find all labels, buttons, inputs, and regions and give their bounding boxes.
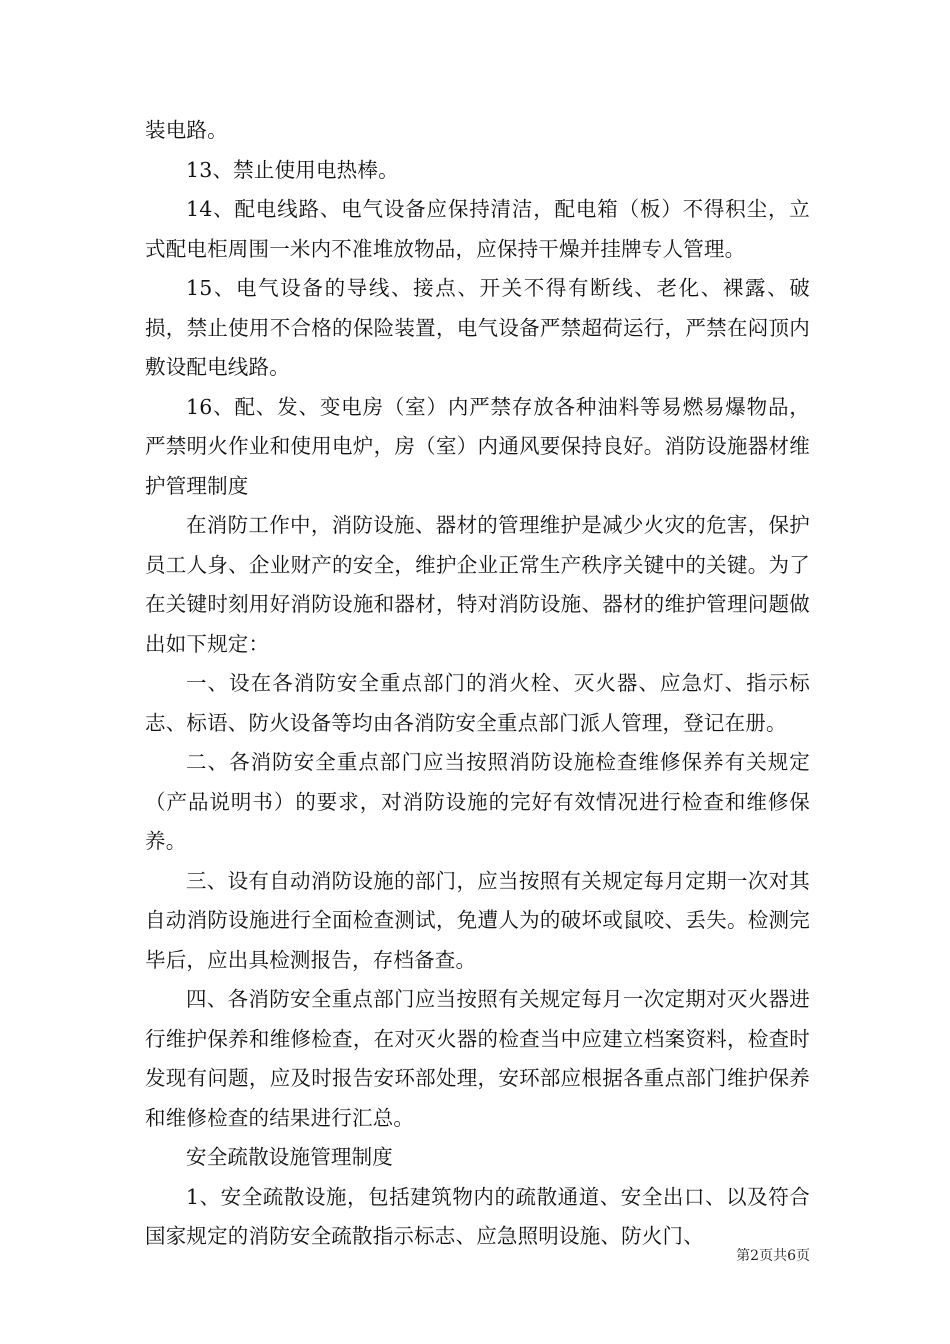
- paragraph-intro: 在消防工作中，消防设施、器材的管理维护是减少火灾的危害，保护员工人身、企业财产的安全，维护企业正常生产秩序关键中的关键。为了在关键时刻用好消防设施和器材，特对消防设施、器材的维护管理问题做出如下规定：: [145, 513, 810, 656]
- paragraph-clause-2: 二、各消防安全重点部门应当按照消防设施检查维修保养有关规定（产品说明书）的要求，对消防设施的完好有效情况进行检查和维修保养。: [145, 750, 810, 853]
- paragraph-rule-15: 15、电气设备的导线、接点、开关不得有断线、老化、裸露、破损，禁止使用不合格的保险装置，电气设备严禁超荷运行，严禁在闷顶内敷设配电线路。: [145, 276, 810, 379]
- document-body: [145, 111, 810, 1257]
- paragraph-clause-4: 四、各消防安全重点部门应当按照有关规定每月一次定期对灭火器进行维护保养和维修检查，在对灭火器的检查当中应建立档案资料，检查时发现有问题，应及时报告安环部处理，安环部应根据各重点部门维护保养和维修检查的结果进行汇总。: [145, 987, 810, 1130]
- page-number: 第2页共6页: [736, 1248, 810, 1264]
- paragraph-rule-13: 13、禁止使用电热棒。: [186, 157, 399, 182]
- paragraph-continuation: 装电路。: [145, 118, 228, 142]
- paragraph-rule-16: 16、配、发、变电房（室）内严禁存放各种油料等易燃易爆物品，严禁明火作业和使用电炉，房（室）内通风要保持良好。消防设施器材维护管理制度: [145, 394, 810, 498]
- paragraph-clause-1: 一、设在各消防安全重点部门的消火栓、灭火器、应急灯、指示标志、标语、防火设备等均由各消防安全重点部门派人管理，登记在册。: [145, 671, 810, 735]
- paragraph-evacuation-1: 1、安全疏散设施，包括建筑物内的疏散通道、安全出口、以及符合国家规定的消防安全疏散指示标志、应急照明设施、防火门、: [145, 1184, 810, 1248]
- paragraph-rule-14: 14、配电线路、电气设备应保持清洁，配电箱（板）不得积尘，立式配电柜周围一米内不准堆放物品，应保持干燥并挂牌专人管理。: [145, 197, 810, 261]
- section-heading: 安全疏散设施管理制度: [186, 1145, 393, 1169]
- paragraph-clause-3: 三、设有自动消防设施的部门，应当按照有关规定每月定期一次对其自动消防设施进行全面检查测试，免遭人为的破坏或鼠咬、丢失。检测完毕后，应出具检测报告，存档备查。: [145, 868, 810, 972]
